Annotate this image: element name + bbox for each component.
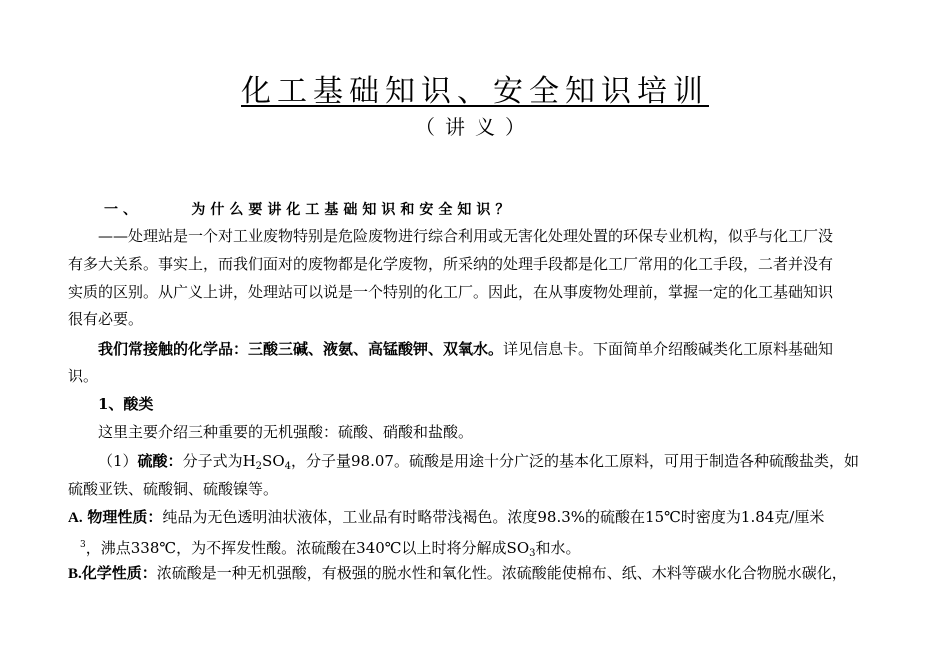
paragraph-line: 有多大关系。事实上，而我们面对的废物都是化学废物，所采纳的处理手段都是化工厂常用的化工手段，二者并没有 <box>68 255 834 273</box>
physical-properties: A. 物理性质：纯品为无色透明油状液体，工业品有时略带浅褐色。浓度98.3%的硫酸在15℃时密度为1.84克/厘米 <box>68 508 825 526</box>
acid-intro: 这里主要介绍三种重要的无机强酸：硫酸、硝酸和盐酸。 <box>98 423 474 441</box>
paragraph-line: 很有必要。 <box>68 310 144 328</box>
chemicals-paragraph: 我们常接触的化学品：三酸三碱、液氨、高锰酸钾、双氧水。详见信息卡。下面简单介绍酸碱类化工原料基础知 <box>98 340 834 358</box>
acid-heading: 1、酸类 <box>98 395 154 413</box>
paragraph-line: ——处理站是一个对工业废物特别是危险废物进行综合利用或无害化处理处置的环保专业机构，似乎与化工厂没 <box>98 227 834 245</box>
paragraph-line: 识。 <box>68 367 99 385</box>
physical-properties-cont: $^3$，沸点338℃，为不挥发性酸。浓硫酸在340℃以上时将分解成$SO_3$和水。 <box>80 539 581 559</box>
document-subtitle: （讲义） <box>415 115 535 139</box>
paragraph-line: 实质的区别。从广义上讲，处理站可以说是一个特别的化工厂。因此，在从事废物处理前，掌握一定的化工基础知识 <box>68 283 834 301</box>
chemical-properties: B.化学性质：浓硫酸是一种无机强酸，有极强的脱水性和氧化性。浓硫酸能使棉布、纸、木料等碳水化合物脱水碳化， <box>68 564 847 582</box>
section-heading: 一、 为什么要讲化工基础知识和安全知识？ <box>104 202 515 218</box>
document-title: 化工基础知识、安全知识培训 <box>241 74 709 109</box>
paragraph-line: 硫酸亚铁、硫酸铜、硫酸镍等。 <box>68 480 279 498</box>
sulfuric-acid-paragraph: （1）硫酸：分子式为$H_2SO_4$，分子量98.07。硫酸是用途十分广泛的基本化工原料，可用于制造各种硫酸盐类，如 <box>98 452 859 472</box>
